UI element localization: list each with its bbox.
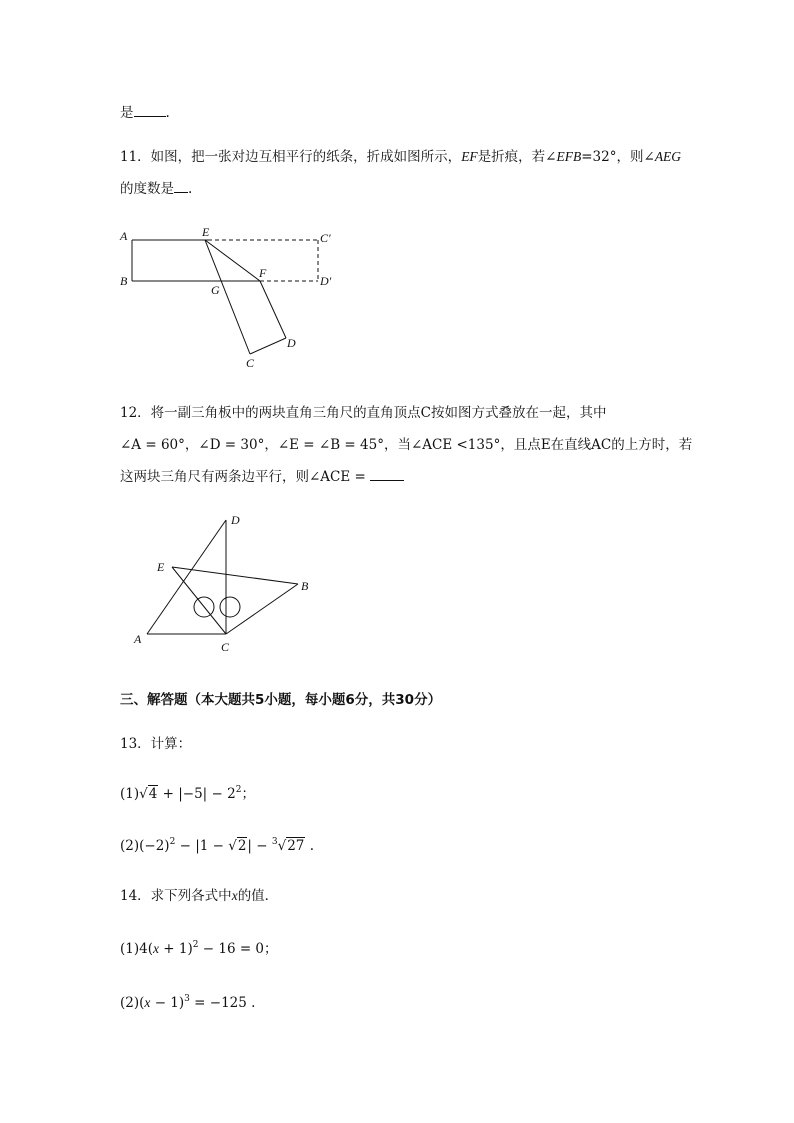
q10-tail: 是 . bbox=[120, 105, 170, 121]
q11-line-2: 的度数是 . bbox=[120, 181, 193, 197]
label-A: A bbox=[120, 229, 128, 243]
label-B: B bbox=[301, 579, 309, 593]
q11-folded-strip-figure bbox=[110, 222, 340, 372]
answer-blank bbox=[174, 180, 188, 193]
label-A: A bbox=[134, 632, 142, 646]
q13-stem: 13．计算： bbox=[120, 736, 192, 752]
label-C-prime: C′ bbox=[320, 231, 331, 245]
q11-line-1: 11．如图，把一张对边互相平行的纸条，折成如图所示，EF是折痕，若∠EFB=32°，则∠AEG bbox=[120, 149, 682, 165]
answer-blank bbox=[134, 104, 166, 117]
label-B: B bbox=[120, 274, 128, 288]
q12-set-squares-figure bbox=[130, 510, 330, 660]
q13-part-2: $(2)(-2)^2 - |1 - √2| - ^3√27$ . bbox=[120, 837, 314, 854]
label-E: E bbox=[202, 225, 210, 239]
label-C: C bbox=[221, 640, 230, 654]
q13-part-1: $(1)√4 + |-5| - 2^2$； bbox=[120, 785, 255, 802]
label-E: E bbox=[157, 560, 165, 574]
q14-part-2: $(2)(x - 1)^3 = -125$ . bbox=[120, 994, 256, 1011]
label-D-prime: D′ bbox=[320, 274, 332, 288]
label-F: F bbox=[259, 266, 267, 280]
q14-stem: 14．求下列各式中x的值． bbox=[120, 888, 279, 904]
q12-line-1: 12．将一副三角板中的两块直角三角尺的直角顶点C按如图方式叠放在一起，其中 bbox=[120, 405, 607, 421]
label-D: D bbox=[231, 513, 240, 527]
q12-line-3: 这两块三角尺有两条边平行，则∠ACE = bbox=[120, 468, 404, 486]
label-D: D bbox=[287, 336, 296, 350]
q12-line-2: ∠A = 60°，∠D = 30°，∠E = ∠B = 45°，当∠ACE <135°，且点E在直线AC的上方时，若 bbox=[120, 437, 693, 453]
label-G: G bbox=[211, 283, 220, 297]
label-C: C bbox=[246, 356, 255, 370]
answer-blank bbox=[370, 468, 404, 481]
q14-part-1: $(1)4(x + 1)^2 - 16 = 0$； bbox=[120, 940, 278, 957]
section-title: 三、解答题（本大题共5小题，每小题6分，共30分） bbox=[120, 692, 442, 708]
